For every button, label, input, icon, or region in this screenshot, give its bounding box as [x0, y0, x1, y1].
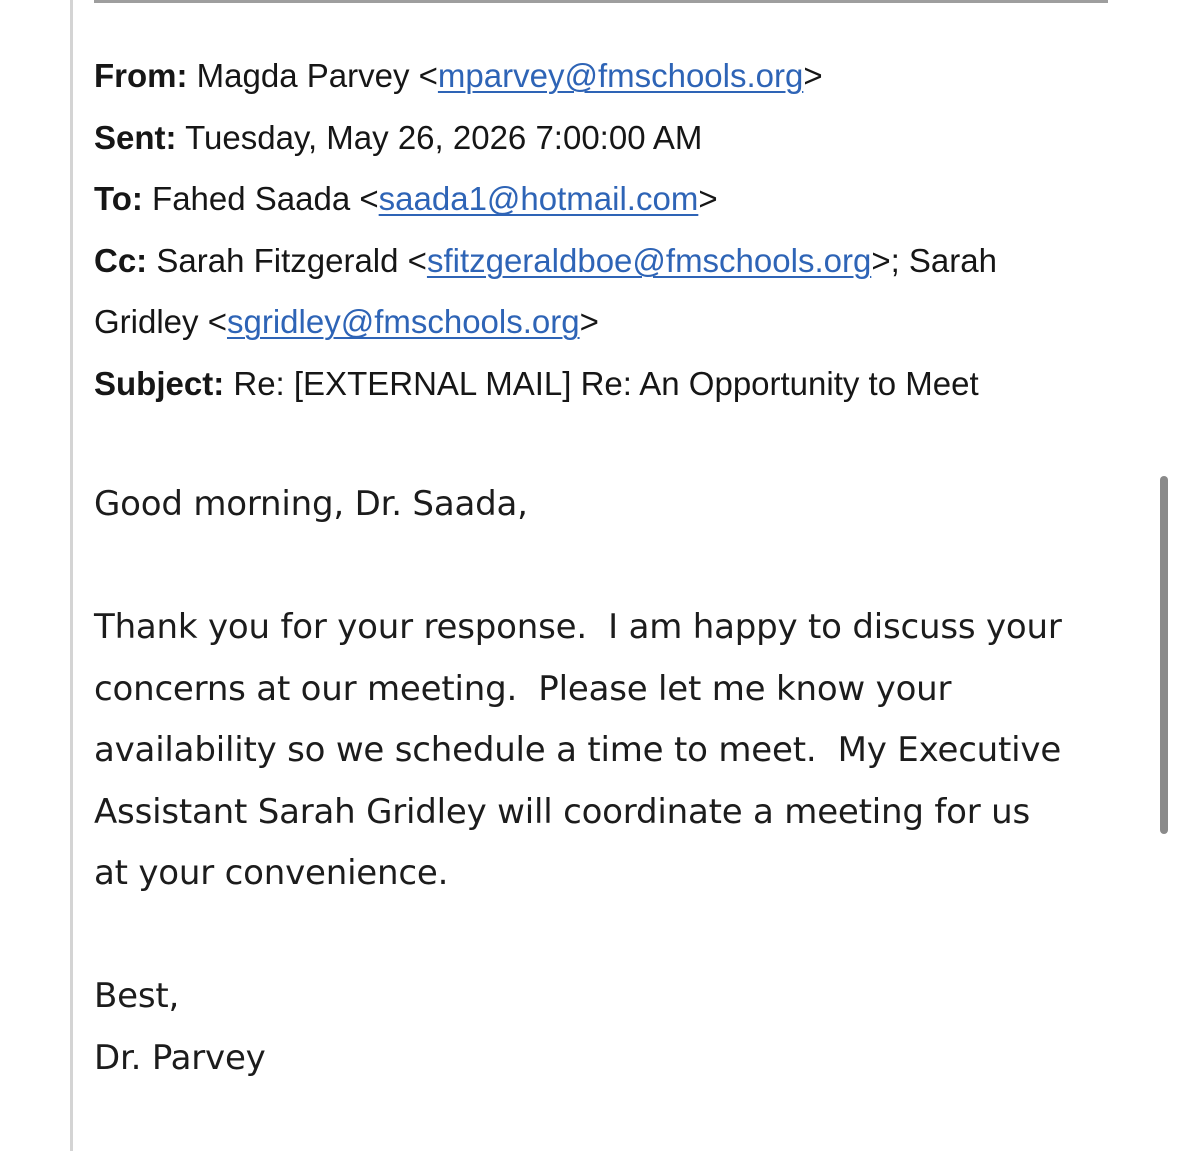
scrollbar-thumb[interactable] — [1160, 476, 1168, 834]
cc-line: Cc: Sarah Fitzgerald <sfitzgeraldboe@fmschools.org>; Sarah — [94, 241, 997, 279]
paragraph-line: concerns at our meeting. Please let me know your — [94, 668, 952, 709]
from-email-link[interactable]: mparvey@fmschools.org — [437, 57, 804, 94]
from-name: Magda Parvey — [196, 57, 410, 94]
sign-off — [94, 966, 266, 1089]
paragraph-line: Assistant Sarah Gridley will coordinate a meeting for us — [94, 791, 1030, 832]
subject-label: Subject: — [94, 364, 225, 402]
to-label: To: — [94, 180, 143, 218]
paragraph-line: availability so we schedule a time to meet. My Executive — [94, 730, 1062, 770]
subject-line — [94, 353, 1094, 415]
header-separator — [94, 0, 1108, 3]
body-paragraph — [94, 597, 1114, 905]
greeting: Good morning, Dr. Saada, — [94, 484, 528, 524]
cc2-name-first: Sarah — [908, 241, 997, 279]
cc-label: Cc: — [94, 241, 148, 279]
cc1-name: Sarah Fitzgerald — [156, 241, 399, 279]
sent-line — [94, 107, 1094, 169]
sent-value: Tuesday, May 26, 2026 7:00:00 AM — [185, 118, 703, 156]
cc2-name-last: Gridley — [94, 303, 199, 341]
paragraph-line: at your convenience. — [94, 853, 449, 893]
paragraph-line: Thank you for your response. I am happy to discuss your — [94, 607, 1062, 647]
cc1-email-link[interactable]: sfitzgeraldboe@fmschools.org — [426, 241, 872, 279]
from-line: From: Magda Parvey <mparvey@fmschools.org> — [94, 57, 823, 94]
sent-label: Sent: — [94, 118, 177, 156]
cc-line-continued: Gridley <sgridley@fmschools.org> — [94, 303, 599, 341]
email-header — [94, 45, 1094, 415]
closing-text: Best, — [94, 976, 180, 1016]
from-label: From: — [94, 57, 188, 94]
cc2-email-link[interactable]: sgridley@fmschools.org — [226, 303, 580, 341]
to-name: Fahed Saada — [152, 180, 351, 218]
signature: Dr. Parvey — [94, 1037, 266, 1078]
subject-value: Re: [EXTERNAL MAIL] Re: An Opportunity to Meet — [233, 364, 979, 402]
page-left-border — [70, 0, 73, 1151]
to-line: To: Fahed Saada <saada1@hotmail.com> — [94, 180, 718, 218]
to-email-link[interactable]: saada1@hotmail.com — [378, 180, 699, 218]
